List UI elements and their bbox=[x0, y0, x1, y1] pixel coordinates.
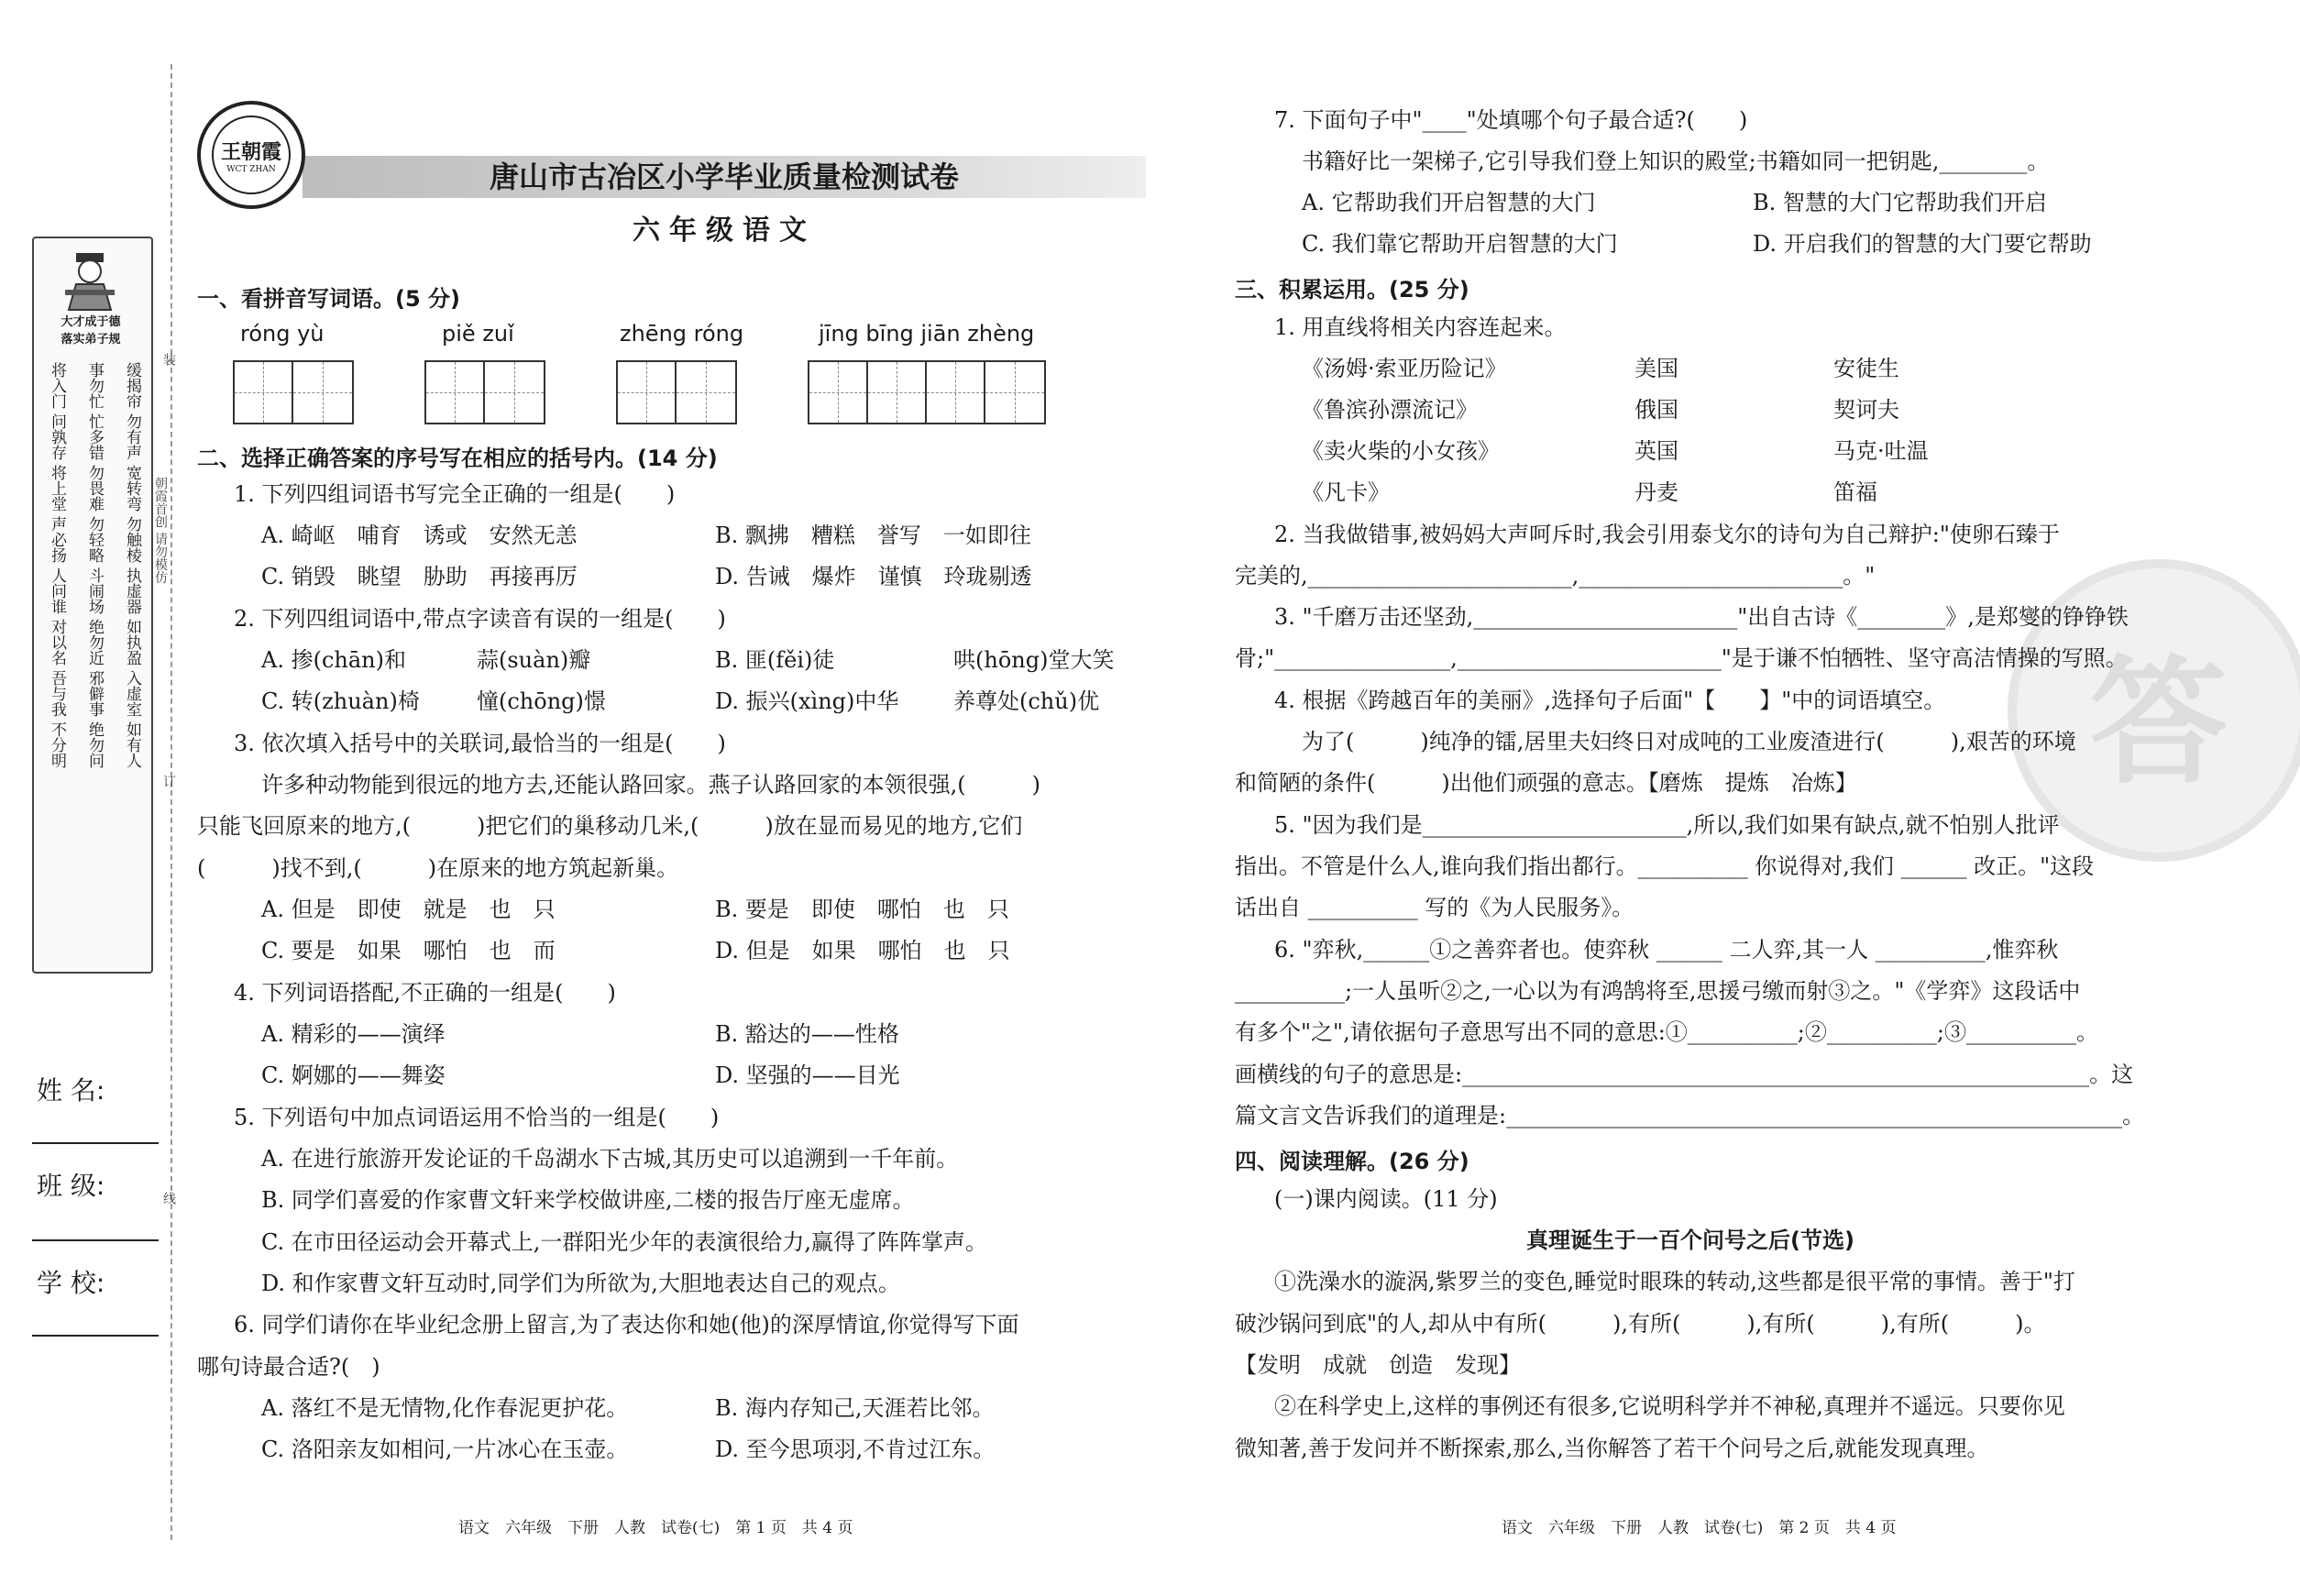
rule-text: 绝勿问 bbox=[85, 721, 104, 768]
option-text: A. 落红不是无情物,化作春泥更护花。 bbox=[261, 1395, 629, 1421]
option-text: A. 但是 即使 就是 也 只 bbox=[261, 897, 556, 922]
writing-grid[interactable] bbox=[616, 360, 737, 424]
motto-line-1: 大才成于德 bbox=[61, 315, 121, 329]
rule-text: 入虚室 bbox=[123, 670, 141, 717]
question-text: 1. 下列四组词语书写完全正确的一组是( ) bbox=[234, 481, 676, 507]
author-name: 笛福 bbox=[1833, 479, 1877, 505]
rule-text: 执虚器 bbox=[123, 567, 141, 614]
book-title: 《汤姆·索亚历险记》 bbox=[1302, 356, 1507, 381]
sidebar-rules bbox=[46, 362, 141, 949]
name-label: 姓 名: bbox=[37, 1075, 105, 1106]
option-text: B. 同学们喜爱的作家曹文轩来学校做讲座,二楼的报告厅座无虚席。 bbox=[261, 1187, 915, 1213]
option-text: C. 婀娜的——舞姿 bbox=[261, 1062, 446, 1088]
passage-text: 书籍好比一架梯子,它引导我们登上知识的殿堂;书籍如同一把钥匙,________。 bbox=[1302, 149, 2050, 174]
rule-text: 绝勿近 bbox=[85, 619, 104, 666]
question-text: 4. 根据《跨越百年的美丽》,选择句子后面"【 】"中的词语填空。 bbox=[1274, 688, 1946, 713]
author-name: 安徒生 bbox=[1833, 356, 1899, 381]
option-text: D. 开启我们的智慧的大门要它帮助 bbox=[1753, 231, 2092, 257]
question-text: 5. "因为我们是________________________,所以,我们如果有缺点,就不怕别人批评 bbox=[1274, 812, 2060, 838]
rule-text: 如执盈 bbox=[123, 619, 141, 666]
question-text: 1. 用直线将相关内容连起来。 bbox=[1274, 314, 1567, 340]
pinyin-prompt: zhēng róng bbox=[620, 321, 744, 347]
writing-grid[interactable] bbox=[424, 360, 545, 424]
pinyin-prompt: róng yù bbox=[240, 321, 325, 347]
option-text: C. 我们靠它帮助开启智慧的大门 bbox=[1302, 231, 1618, 257]
option-text: A. 在进行旅游开发论证的千岛湖水下古城,其历史可以追溯到一千年前。 bbox=[261, 1146, 959, 1172]
rule-text: 如有人 bbox=[123, 721, 141, 768]
option-text: B. 飘拂 糟糕 誉写 一如即往 bbox=[715, 523, 1031, 548]
rule-row bbox=[46, 670, 141, 717]
rule-row bbox=[46, 567, 141, 614]
option-text: A. 精彩的——演绎 bbox=[261, 1021, 446, 1047]
binding-tag: 装 bbox=[161, 353, 176, 366]
question-text: 2. 下列四组词语中,带点字读音有误的一组是( ) bbox=[234, 606, 726, 632]
question-text: 指出。不管是什么人,谁向我们指出都行。__________ 你说得对,我们 ______ 改正。"这段 bbox=[1235, 853, 2095, 879]
option-text: C. 要是 如果 哪怕 也 而 bbox=[261, 938, 556, 963]
section-heading: 三、积累运用。(25 分) bbox=[1235, 277, 1469, 303]
writing-grid[interactable] bbox=[808, 360, 1046, 424]
rule-text: 将上堂 bbox=[48, 465, 66, 512]
question-text: 3. "千磨万击还坚劲,________________________"出自古诗《________》,是郑燮的铮铮铁 bbox=[1274, 604, 2129, 630]
country-name: 美国 bbox=[1634, 356, 1678, 381]
rule-text: 忙多错 bbox=[85, 413, 104, 460]
option-text: D. 和作家曹文轩互动时,同学们为所欲为,大胆地表达自己的观点。 bbox=[261, 1271, 900, 1296]
rule-text: 勿畏难 bbox=[85, 465, 104, 512]
option-text: D. 至今思项羽,不肯过江东。 bbox=[715, 1436, 996, 1462]
option-text: B. 匪(fěi)徒 bbox=[715, 647, 835, 673]
rule-text: 事勿忙 bbox=[85, 362, 104, 409]
option-text: D. 告诫 爆炸 谨慎 玲珑剔透 bbox=[715, 564, 1032, 589]
page-footer: 语文 六年级 下册 人教 试卷(七) 第 1 页 共 4 页 bbox=[458, 1519, 853, 1537]
section-heading: 一、看拼音写词语。(5 分) bbox=[197, 286, 460, 312]
book-title: 《凡卡》 bbox=[1302, 479, 1390, 505]
option-text: D. 坚强的——目光 bbox=[715, 1062, 900, 1088]
exam-title: 唐山市古冶区小学毕业质量检测试卷 bbox=[489, 160, 959, 194]
class-label: 班 级: bbox=[37, 1171, 105, 1201]
rule-text: 勿触棱 bbox=[123, 516, 141, 563]
rule-text: 将入门 bbox=[48, 362, 66, 409]
rule-text: 人问谁 bbox=[48, 567, 66, 614]
question-text: 4. 下列词语搭配,不正确的一组是( ) bbox=[234, 980, 616, 1006]
rule-row bbox=[46, 516, 141, 563]
passage-title: 真理诞生于一百个问号之后(节选) bbox=[1526, 1227, 1854, 1253]
author-name: 马克·吐温 bbox=[1833, 438, 1929, 464]
option-text: 憧(chōng)憬 bbox=[477, 688, 606, 714]
rule-text: 吾与我 bbox=[48, 670, 66, 717]
option-text: A. 掺(chān)和 bbox=[261, 647, 406, 673]
binding-note: 朝霞首创 请勿模仿 bbox=[153, 477, 168, 584]
passage-text: 为了( )纯净的镭,居里夫妇终日对成吨的工业废渣进行( ),艰苦的环境 bbox=[1302, 729, 2076, 754]
option-text: 哄(hōng)堂大笑 bbox=[953, 647, 1115, 673]
passage-text: 微知著,善于发问并不断探索,那么,当你解答了若干个问号之后,就能发现真理。 bbox=[1235, 1436, 1989, 1461]
passage-text: 许多种动物能到很远的地方去,还能认路回家。燕子认路回家的本领很强,( ) bbox=[261, 772, 1040, 798]
option-text: B. 智慧的大门它帮助我们开启 bbox=[1753, 190, 2047, 215]
passage-text: 和简陋的条件( )出他们顽强的意志。【磨炼 提炼 冶炼】 bbox=[1235, 770, 1857, 796]
rule-row bbox=[46, 465, 141, 512]
passage-text: ②在科学史上,这样的事例还有很多,它说明科学并不神秘,真理并不遥远。只要你见 bbox=[1274, 1393, 2065, 1419]
rule-text: 勿有声 bbox=[123, 413, 141, 460]
rule-text: 邪僻事 bbox=[85, 670, 104, 717]
passage-text: ( )找不到,( )在原来的地方筑起新巢。 bbox=[197, 855, 679, 881]
author-name: 契诃夫 bbox=[1833, 397, 1899, 423]
option-text: A. 它帮助我们开启智慧的大门 bbox=[1302, 190, 1596, 215]
word-bank: 【发明 成就 创造 发现】 bbox=[1235, 1352, 1521, 1378]
binding-tag: 订 bbox=[161, 775, 176, 787]
rule-text: 对以名 bbox=[48, 619, 66, 666]
option-text: D. 振兴(xìng)中华 bbox=[715, 688, 899, 714]
option-text: C. 在市田径运动会开幕式上,一群阳光少年的表演很给力,赢得了阵阵掌声。 bbox=[261, 1229, 988, 1255]
rule-text: 问孰存 bbox=[48, 413, 66, 460]
passage-text: 破沙锅问到底"的人,却从中有所( ),有所( ),有所( ),有所( )。 bbox=[1235, 1311, 2046, 1337]
question-text: 画横线的句子的意思是:_________________________________________________________。这 bbox=[1235, 1062, 2134, 1087]
book-title: 《鲁滨孙漂流记》 bbox=[1302, 397, 1478, 423]
motto-line-2: 落实弟子规 bbox=[61, 333, 121, 347]
rule-text: 勿轻略 bbox=[85, 516, 104, 563]
rule-row bbox=[46, 721, 141, 768]
question-text: 7. 下面句子中"____"处填哪个句子最合适?( ) bbox=[1274, 107, 1748, 133]
subsection-heading: (一)课内阅读。(11 分) bbox=[1274, 1186, 1498, 1212]
pinyin-prompt: piě zuǐ bbox=[442, 321, 514, 347]
book-title: 《卖火柴的小女孩》 bbox=[1302, 438, 1500, 464]
school-field[interactable] bbox=[32, 1335, 159, 1337]
question-text: 6. "弈秋,______①之善弈者也。使弈秋 ______ 二人弈,其一人 __________,惟弈秋 bbox=[1274, 937, 2059, 963]
rule-row bbox=[46, 413, 141, 460]
scholar-illustration bbox=[58, 249, 122, 312]
option-text: C. 转(zhuàn)椅 bbox=[261, 688, 420, 714]
rule-text: 斗闹场 bbox=[85, 567, 104, 614]
country-name: 俄国 bbox=[1634, 397, 1678, 423]
exam-subtitle: 六年级语文 bbox=[633, 215, 816, 247]
question-text: 2. 当我做错事,被妈妈大声呵斥时,我会引用泰戈尔的诗句为自己辩护:"使卵石臻于 bbox=[1274, 522, 2060, 547]
passage-text: 只能飞回原来的地方,( )把它们的巢移动几米,( )放在显而易见的地方,它们 bbox=[197, 813, 1023, 839]
question-text: 骨;"________________,________________________"是于谦不怕牺牲、坚守高洁情操的写照。 bbox=[1235, 645, 2128, 671]
question-text: 6. 同学们请你在毕业纪念册上留言,为了表达你和她(他)的深厚情谊,你觉得写下面 bbox=[234, 1312, 1019, 1337]
rule-text: 宽转弯 bbox=[123, 465, 141, 512]
seal-text: 答 bbox=[2089, 642, 2228, 803]
writing-grid[interactable] bbox=[233, 360, 354, 424]
question-text: 3. 依次填入括号中的关联词,最恰当的一组是( ) bbox=[234, 731, 726, 756]
question-text: 篇文言文告诉我们的道理是:________________________________________________________。 bbox=[1235, 1103, 2145, 1128]
binding-tag: 线 bbox=[161, 1192, 176, 1205]
country-name: 丹麦 bbox=[1634, 479, 1678, 505]
option-text: D. 但是 如果 哪怕 也 只 bbox=[715, 938, 1010, 963]
option-text: C. 销毁 眺望 胁助 再接再厉 bbox=[261, 564, 578, 589]
brand-logo bbox=[197, 101, 305, 209]
sidebar-motto bbox=[35, 314, 147, 348]
option-text: C. 洛阳亲友如相问,一片冰心在玉壶。 bbox=[261, 1436, 629, 1462]
pinyin-prompt: jīng bīng jiān zhèng bbox=[819, 321, 1035, 347]
passage-text: ①洗澡水的漩涡,紫罗兰的变色,睡觉时眼珠的转动,这些都是很平常的事情。善于"打 bbox=[1274, 1269, 2075, 1294]
rule-text: 声必扬 bbox=[48, 516, 66, 563]
section-heading: 四、阅读理解。(26 分) bbox=[1235, 1149, 1469, 1174]
question-text: 5. 下列语句中加点词语运用不恰当的一组是( ) bbox=[234, 1105, 720, 1130]
question-text: 话出自 __________ 写的《为人民服务》。 bbox=[1235, 895, 1634, 920]
name-field[interactable] bbox=[32, 1142, 159, 1144]
question-text: __________;一人虽听②之,一心以为有鸿鹄将至,思援弓缴而射③之。"《学弈》这段话中 bbox=[1235, 978, 2081, 1004]
option-text: B. 豁达的——性格 bbox=[715, 1021, 899, 1047]
option-text: A. 崎岖 哺育 诱或 安然无恙 bbox=[261, 523, 578, 548]
option-text: 蒜(suàn)瓣 bbox=[477, 647, 591, 673]
rule-text: 缓揭帘 bbox=[123, 362, 141, 409]
option-text: B. 海内存知己,天涯若比邻。 bbox=[715, 1395, 995, 1421]
rule-row bbox=[46, 619, 141, 666]
logo-subtext: WCT ZHAN bbox=[226, 164, 276, 174]
rule-row bbox=[46, 362, 141, 409]
school-label: 学 校: bbox=[37, 1268, 105, 1298]
section-heading: 二、选择正确答案的序号写在相应的括号内。(14 分) bbox=[197, 446, 718, 471]
country-name: 英国 bbox=[1634, 438, 1678, 464]
rule-text: 不分明 bbox=[48, 721, 66, 768]
class-field[interactable] bbox=[32, 1239, 159, 1241]
question-text: 完美的,________________________,________________________。" bbox=[1235, 563, 1876, 589]
question-text: 哪句诗最合适?( ) bbox=[197, 1354, 380, 1380]
page-footer: 语文 六年级 下册 人教 试卷(七) 第 2 页 共 4 页 bbox=[1502, 1519, 1897, 1537]
option-text: B. 要是 即使 哪怕 也 只 bbox=[715, 897, 1009, 922]
option-text: 养尊处(chǔ)优 bbox=[953, 688, 1100, 714]
question-text: 有多个"之",请依据句子意思写出不同的意思:①__________;②__________;③__________。 bbox=[1235, 1019, 2098, 1045]
logo-text: 王朝霞 bbox=[220, 139, 281, 164]
cut-line bbox=[171, 64, 172, 1540]
